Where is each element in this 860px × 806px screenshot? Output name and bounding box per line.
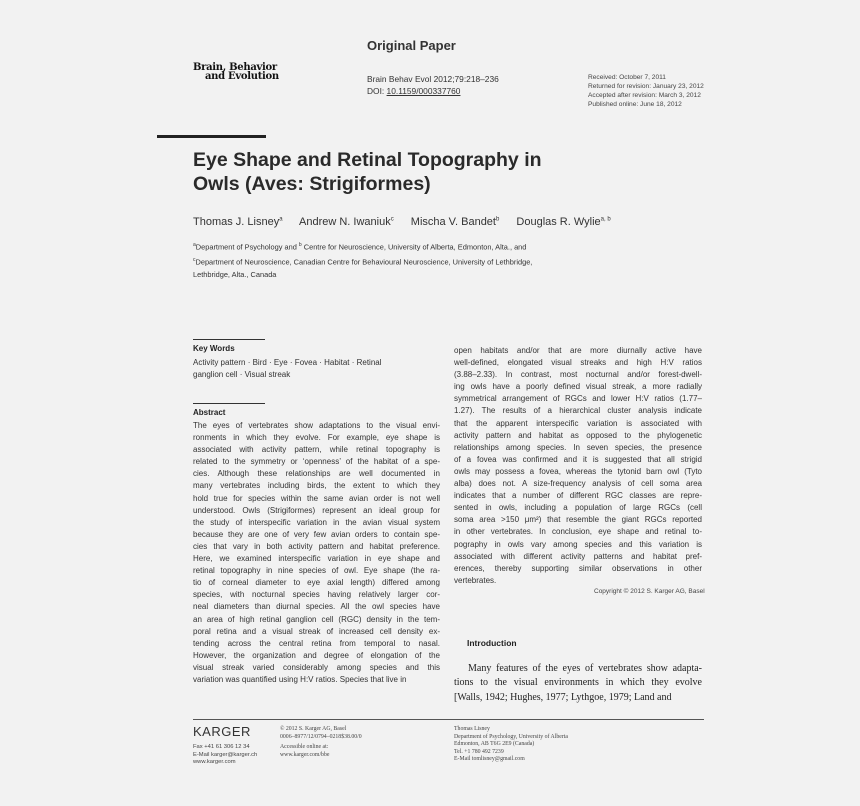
corr-email[interactable]: E-Mail tomlisney@gmail.com [454,756,525,763]
text-line: species, with nocturnal species having relatively larger cor- [193,590,440,600]
pub-issn: 0006–8977/12/0794–0218$38.00/0 [280,733,362,740]
text-line: poral retina and a visual streak of increased cell density ex- [193,626,440,636]
text-line: well-defined, elongated visual streaks and high H:V ratios [454,358,702,368]
text-line: cies that vary in both activity pattern and habitat preference. [193,541,440,551]
text-line: tending across the central retina from temporal to nasal. [193,638,440,648]
text-line: open habitats and/or that are more diurnally active have [454,346,702,355]
citation-block [367,73,499,97]
copyright-notice: Copyright © 2012 S. Karger AG, Basel [594,588,705,595]
section-label: Original Paper [367,38,456,53]
doi-link[interactable]: 10.1159/000337760 [386,86,461,96]
text-line: sented in owls, including a population of large RGCs (cell [454,503,702,513]
journal-logo [193,63,279,81]
text-line: because they are one of very few avian orders to contain spe- [193,529,440,539]
text-line: relationships among species. In seven species, the presence [454,442,702,452]
keywords-line: ganglion cell · Visual streak [193,369,291,379]
corr-name: Thomas Lisney [454,726,490,732]
contact-fax: Fax +41 61 306 12 34 [193,744,250,750]
text-line: that the apparent interspecific variation is associated with [454,418,702,428]
footer-rule [193,719,704,720]
introduction-text [454,662,702,705]
contact-email: E-Mail karger@karger.ch [193,751,258,758]
text-line: owls may possess a fovea, whereas the tytonid barn owl (Tyto [454,466,702,476]
text-line: activity pattern and habitat as opposed to the phylogenetic [454,430,702,440]
text-line: Here, we examined interspecific variation in eye shape and [193,554,440,564]
text-line: alba) does not. A size-frequency analysis of cell soma area [454,479,702,489]
author: Mischa V. Bandet$^b$ [410,216,500,228]
abstract-text-right [454,345,702,587]
paper-title [193,148,643,196]
text-line: cies. Although these relationships are well documented in [193,469,440,479]
history-accepted: Accepted after revision: March 3, 2012 [588,92,701,99]
karger-logo: KARGER [193,724,251,739]
text-line: symmetrical arrangement of RGCs and lower H:V ratios (1.77– [454,394,702,404]
text-line: ronments in which they evolve. For example, eye shape is [193,433,440,443]
title-line-1: Eye Shape and Retinal Topography in [193,149,542,171]
journal-logo-line-2: and Evolution [205,71,279,82]
text-line: variation was quantified using H:V ratios. Species that live in [193,674,407,684]
correspondence [454,726,568,764]
text-line: an area of high retinal ganglion cell (RGC) density in the tem- [193,614,440,624]
citation: Brain Behav Evol 2012;79:218–236 [367,74,499,84]
journal-logo-line-1: Brain, Behavior [193,62,277,73]
text-line: the study of interspecific variation in the avian visual system [193,517,440,527]
text-line: (3.88–2.33). In contrast, most nocturnal and/or forest-dwell- [454,370,702,380]
author: Douglas R. Wylie$^{a, b}$ [516,216,611,228]
publication-info [280,726,362,741]
author-list [193,216,625,228]
text-line: related to the symmetry or ‘openness’ of the habitat of a spe- [193,457,440,467]
abstract-heading: Abstract [193,408,226,417]
text-line: indicates that a number of different RGC classes are repre- [454,491,702,501]
online-access [280,744,329,759]
abstract-rule [193,403,265,404]
title-rule [157,135,266,138]
abstract-text-left [193,420,440,686]
contact-website[interactable]: www.karger.com [193,759,236,766]
text-line: erences, thereby supporting similar observations in other [454,563,702,573]
pub-copyright: © 2012 S. Karger AG, Basel [280,726,347,732]
text-line: soma area >150 μm²) that resemble the giant RGCs reported [454,515,702,525]
title-line-2: Owls (Aves: Strigiformes) [193,173,431,195]
keywords-heading: Key Words [193,344,235,353]
doi-prefix: DOI: [367,86,387,96]
text-line: visual streak varied considerably among species and this [193,662,440,672]
affiliation-line-1: $^a$Department of Psychology and $^b$ Centre for Neuroscience, University of Alberta, Edmonton, Alta., and [193,242,527,252]
text-line: of a fovea was confirmed and it is suggested that all strigid [454,454,702,464]
text-line: pography in owls vary among species and this variation is [454,539,702,549]
text-line: [Walls, 1942; Hughes, 1977; Lythgoe, 1979; Land and [454,691,672,703]
doi-line [367,85,499,97]
corr-address: Edmonton, AB T6G 2E9 (Canada) [454,741,535,748]
history-returned: Returned for revision: January 23, 2012 [588,83,704,90]
text-line: associated with activity pattern, while retinal topography is [193,445,440,455]
text-line: vertebrates. [454,575,497,585]
text-line: tions to the visual environments in which they evolve [454,677,702,689]
text-line: many vertebrates including birds, the extent to which they [193,481,440,491]
text-line: neal diameters than diurnal species. All the owl species have [193,602,440,612]
text-line: Many features of the eyes of vertebrates show adapta- [468,663,702,674]
text-line: in other vertebrates. In conclusion, eye shape and retinal to- [454,527,702,537]
text-line: 1.27). The results of a hierarchical cluster analysis indicate [454,406,702,416]
text-line: understood. Owls (Strigiformes) represent an ideal group for [193,505,440,515]
author: Thomas J. Lisney$^a$ [193,216,283,228]
history-published: Published online: June 18, 2012 [588,101,682,108]
introduction-heading: Introduction [467,638,517,648]
affiliation-line-2: $^c$Department of Neuroscience, Canadian Centre for Behavioural Neuroscience, University of Lethbridge, [193,256,533,267]
affiliations [193,239,613,281]
access-label: Accessible online at: [280,744,329,750]
access-url[interactable]: www.karger.com/bbe [280,751,330,758]
keywords-line: Activity pattern · Bird · Eye · Fovea · Habitat · Retinal [193,358,382,367]
history-received: Received: October 7, 2011 [588,74,666,81]
keywords [193,357,433,380]
corr-phone: Tel. +1 780 492 7239 [454,748,504,755]
author: Andrew N. Iwaniuk$^c$ [299,216,394,228]
publication-history [588,73,704,109]
publisher-contact [193,744,257,767]
text-line: ing owls have a poorly defined visual streak, a more radially [454,382,702,392]
text-line: The eyes of vertebrates show adaptations to the visual envi- [193,421,440,430]
keywords-rule [193,339,265,340]
text-line: tio of corneal diameter to eye axial length) differed among [193,578,440,588]
text-line: However, the organization and degree of elongation of the [193,650,440,660]
text-line: associated with different activity patterns and habitat pref- [454,551,702,561]
text-line: hold true for species within the same avian order is not well [193,493,440,503]
text-line: retinal topography in nine species of owl. Eye shape (the ra- [193,566,440,576]
corr-dept: Department of Psychology, University of Alberta [454,733,568,740]
affiliation-line-3: Lethbridge, Alta., Canada [193,269,277,279]
